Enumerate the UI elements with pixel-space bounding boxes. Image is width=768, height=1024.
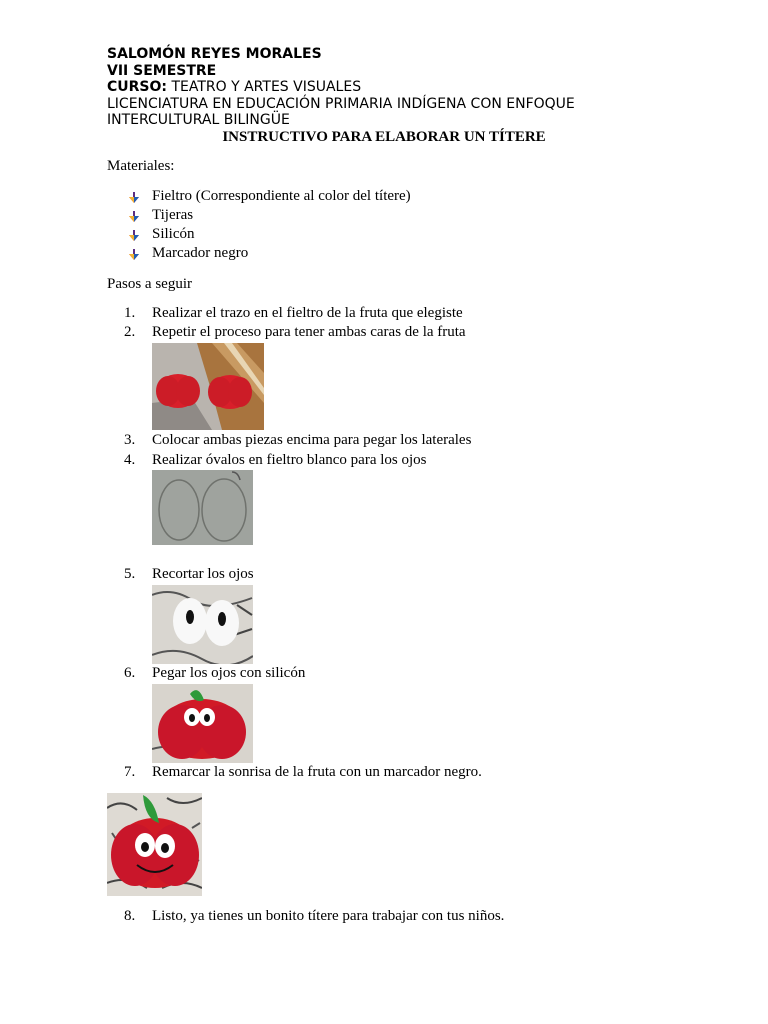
arrow-down-bullet-icon xyxy=(128,248,140,260)
steps-heading: Pasos a seguir xyxy=(107,276,192,292)
photo-felt-apple-halves xyxy=(152,343,264,430)
step-item: 2. Repetir el proceso para tener ambas caras de la fruta xyxy=(124,324,466,340)
step-item: 6. Pegar los ojos con silicón xyxy=(124,665,306,681)
step-item: 8. Listo, ya tienes un bonito títere para trabajar con tus niños. xyxy=(124,908,505,924)
document-header xyxy=(107,46,627,129)
material-item: Silicón xyxy=(128,225,195,245)
step-item: 5. Recortar los ojos xyxy=(124,566,254,582)
arrow-down-bullet-icon xyxy=(128,191,140,203)
semester: VII SEMESTRE xyxy=(107,62,217,79)
step-item: 7. Remarcar la sonrisa de la fruta con un marcador negro. xyxy=(124,764,482,780)
photo-cut-eyes xyxy=(152,585,253,664)
author-name: SALOMÓN REYES MORALES xyxy=(107,46,322,62)
degree: LICENCIATURA EN EDUCACIÓN PRIMARIA INDÍGENA CON ENFOQUE INTERCULTURAL BILINGÜE xyxy=(107,95,575,128)
step-item: 4. Realizar óvalos en fieltro blanco para los ojos xyxy=(124,452,427,468)
step-item: 1. Realizar el trazo en el fieltro de la fruta que elegiste xyxy=(124,305,463,321)
step-item: 3. Colocar ambas piezas encima para pegar los laterales xyxy=(124,432,472,448)
arrow-down-bullet-icon xyxy=(128,210,140,222)
materials-heading: Materiales: xyxy=(107,158,175,174)
course-line: CURSO: TEATRO Y ARTES VISUALES xyxy=(107,79,362,95)
photo-traced-ovals xyxy=(152,470,253,545)
document-title: INSTRUCTIVO PARA ELABORAR UN TÍTERE xyxy=(222,129,546,145)
photo-finished-puppet xyxy=(107,793,202,896)
material-item: Tijeras xyxy=(128,206,193,226)
photo-eyes-glued xyxy=(152,684,253,763)
material-item: Fieltro (Correspondiente al color del títere) xyxy=(128,187,411,207)
material-item: Marcador negro xyxy=(128,244,248,264)
arrow-down-bullet-icon xyxy=(128,229,140,241)
